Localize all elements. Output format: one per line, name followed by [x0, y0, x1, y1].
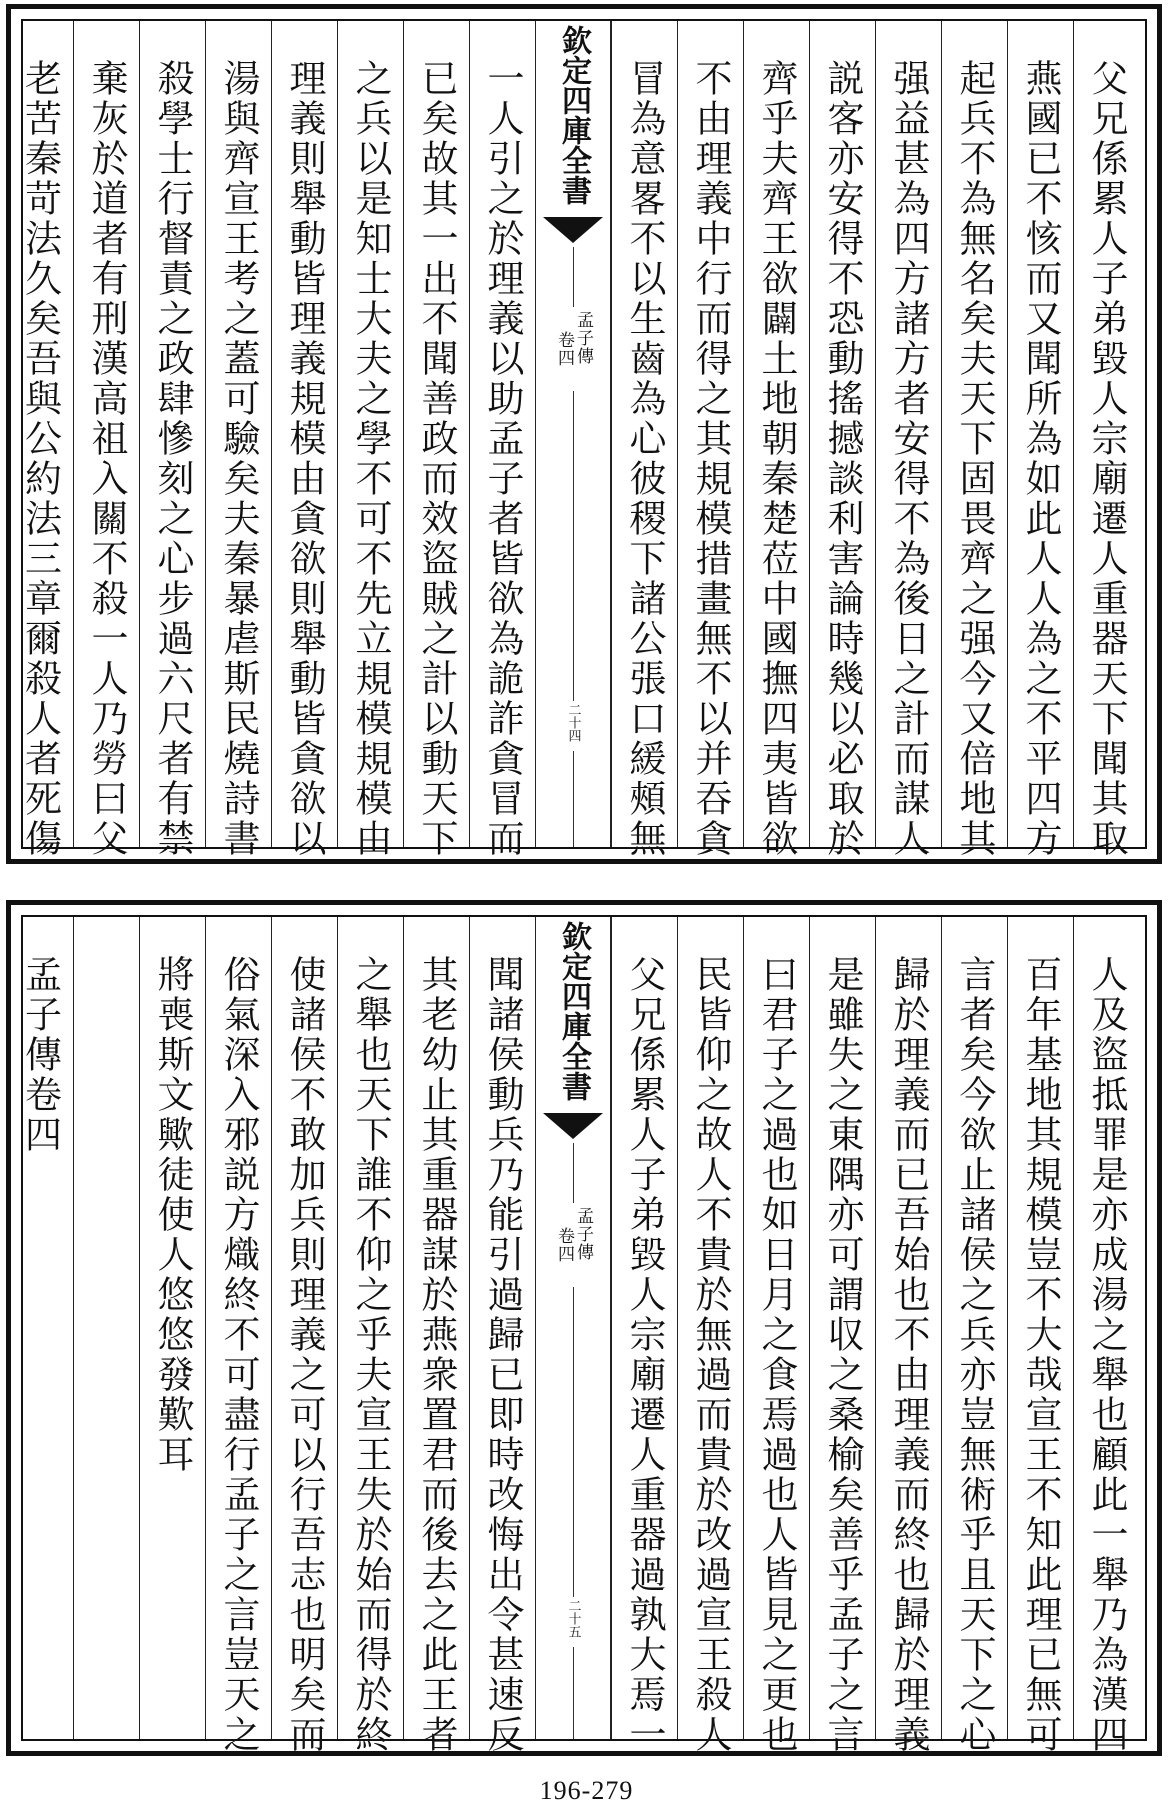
text-column — [941, 917, 1007, 1755]
column-text: 燕國已不㤥而又聞所為如此人人為之不平四方 — [1019, 59, 1062, 859]
column-text: 不由理義中行而得之其規模措畫無不以并吞貪 — [689, 59, 732, 859]
column-text: 將喪斯文歟徒使人悠悠發歎耳 — [151, 955, 194, 1475]
page-frame-top — [18, 19, 1147, 859]
text-column — [611, 917, 677, 1755]
collection-title: 欽定四庫全書 — [556, 921, 591, 1101]
page-number: 196-279 — [539, 1776, 634, 1805]
text-column — [403, 917, 469, 1755]
text-column — [139, 21, 205, 859]
volume-label: 卷四 — [554, 331, 574, 367]
column-text: 起兵不為無名矣夫天下固畏齊之强今又倍地其 — [953, 59, 996, 859]
center-rule — [573, 1647, 574, 1739]
text-column — [7, 21, 73, 859]
page-folio-top — [6, 4, 1162, 864]
folio-number: 二十五 — [565, 1599, 581, 1638]
text-column — [1007, 917, 1073, 1755]
text-column — [1073, 21, 1139, 859]
text-column — [875, 917, 941, 1755]
volume-label: 卷四 — [554, 1227, 574, 1263]
book-volume-label — [555, 1207, 591, 1263]
center-rule — [573, 751, 574, 847]
column-text: 歸於理義而已吾始也不由理義而終也歸於理義 — [887, 955, 930, 1755]
collection-title: 欽定四庫全書 — [556, 25, 591, 205]
column-text: 已矣故其一出不聞善政而效盜賊之計以動天下 — [415, 59, 458, 859]
column-text: 聞諸侯動兵乃能引過歸已即時改悔出令甚速反 — [481, 955, 524, 1755]
center-rule — [573, 1143, 574, 1203]
fishtail-mark-icon — [543, 1113, 603, 1139]
text-column — [73, 917, 139, 1739]
column-text: 其老幼止其重器謀於燕衆置君而後去之此王者 — [415, 955, 458, 1755]
column-text: 冒為意畧不以生齒為心彼稷下諸公張口緩頰無 — [623, 59, 666, 859]
column-text: 是雖失之東隅亦可謂収之桑榆矣善乎孟子之言 — [821, 955, 864, 1755]
book-volume-label — [555, 311, 591, 367]
column-text: 使諸侯不敢加兵則理義之可以行吾志也明矣而 — [283, 955, 326, 1755]
column-text: 人及盜抵罪是亦成湯之舉也顧此一舉乃為漢四 — [1085, 955, 1128, 1755]
column-text: 殺學士行督責之政肆慘刻之心步過六尺者有禁 — [151, 59, 194, 859]
text-column — [73, 21, 139, 859]
text-column — [743, 917, 809, 1755]
column-text: 父兄係累人子弟毀人宗廟遷人重器天下聞其取 — [1085, 59, 1128, 859]
folio-number: 二十四 — [565, 703, 581, 742]
column-text: 齊乎夫齊王欲闢土地朝秦楚莅中國撫四夷皆欲 — [755, 59, 798, 859]
text-column — [941, 21, 1007, 859]
text-column — [271, 21, 337, 859]
column-text: 父兄係累人子弟毀人宗廟遷人重器過孰大焉一 — [623, 955, 666, 1755]
column-text: 俗氣深入邪説方熾終不可盡行孟子之言豈天之 — [217, 955, 260, 1755]
column-text: 湯與齊宣王考之蓋可驗矣夫秦暴虐斯民燒詩書 — [217, 59, 260, 859]
text-column — [205, 917, 271, 1755]
column-text: 一人引之於理義以助孟子者皆欲為詭詐貪冒而 — [481, 59, 524, 859]
page-frame-bottom — [18, 915, 1147, 1755]
center-fold-column — [535, 917, 611, 1739]
page-folio-bottom — [6, 900, 1162, 1756]
fishtail-mark-icon — [543, 217, 603, 243]
text-column — [7, 917, 73, 1739]
text-column — [743, 21, 809, 859]
column-text: 之舉也天下誰不仰之乎夫宣王失於始而得於終 — [349, 955, 392, 1755]
text-column — [205, 21, 271, 859]
text-column — [611, 21, 677, 859]
column-text: 理義則舉動皆理義規模由貪欲則舉動皆貪欲以 — [283, 59, 326, 859]
column-text: 言者矣今欲止諸侯之兵亦豈無術乎且天下之心 — [953, 955, 996, 1755]
column-text: 百年基地其規模豈不大哉宣王不知此理已無可 — [1019, 955, 1062, 1755]
center-rule — [573, 1287, 574, 1597]
column-text: 説客亦安得不恐動搖撼談利害論時幾以必取於 — [821, 59, 864, 859]
column-text: 民皆仰之故人不貴於無過而貴於改過宣王殺人 — [689, 955, 732, 1755]
column-text: 棄灰於道者有刑漢高祖入關不殺一人乃勞曰父 — [85, 59, 128, 859]
text-column — [469, 917, 535, 1755]
column-text: 之兵以是知士大夫之學不可不先立規模規模由 — [349, 59, 392, 859]
text-column — [271, 917, 337, 1755]
column-text: 孟子傳卷四 — [18, 955, 62, 1155]
text-column — [139, 917, 205, 1739]
text-column — [337, 21, 403, 859]
text-column — [677, 917, 743, 1755]
center-fold-column — [535, 21, 611, 847]
center-rule — [573, 247, 574, 307]
text-column — [875, 21, 941, 859]
text-column — [809, 21, 875, 859]
text-column — [1007, 21, 1073, 859]
text-column — [809, 917, 875, 1755]
text-column — [469, 21, 535, 859]
text-column — [337, 917, 403, 1755]
book-title: 孟子傳 — [573, 1207, 593, 1261]
text-column — [403, 21, 469, 859]
text-column — [1073, 917, 1139, 1755]
column-text: 老苦秦苛法久矣吾與公約法三章爾殺人者死傷 — [18, 59, 62, 859]
text-column — [677, 21, 743, 859]
center-rule — [573, 391, 574, 701]
column-text: 曰君子之過也如日月之食焉過也人皆見之更也 — [755, 955, 798, 1755]
book-title: 孟子傳 — [573, 311, 593, 365]
column-text: 强益甚為四方諸方者安得不為後日之計而謀人 — [887, 59, 930, 859]
